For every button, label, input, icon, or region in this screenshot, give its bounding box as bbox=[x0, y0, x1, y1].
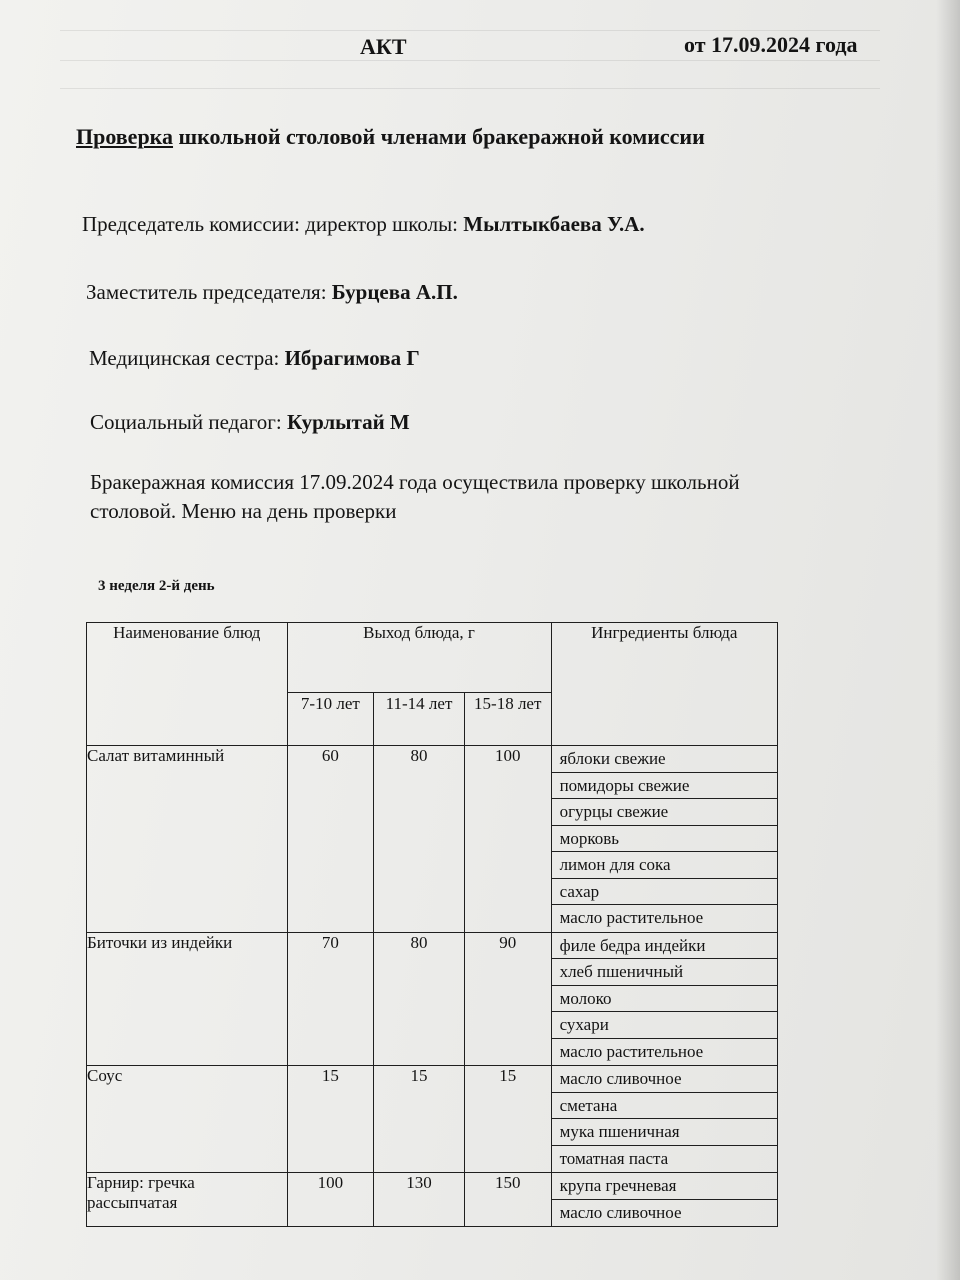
member-chairman bbox=[82, 212, 645, 237]
act-date: от 17.09.2024 года bbox=[684, 32, 858, 57]
portion-15-18: 15 bbox=[464, 1066, 551, 1173]
member-nurse bbox=[89, 346, 420, 371]
portion-11-14: 80 bbox=[374, 932, 465, 1066]
page-edge-shadow bbox=[936, 0, 960, 1280]
portion-15-18: 90 bbox=[464, 932, 551, 1066]
member-name: Бурцева А.П. bbox=[331, 280, 458, 304]
paragraph-line: столовой. Меню на день проверки bbox=[90, 499, 397, 523]
portion-7-10: 100 bbox=[287, 1173, 374, 1227]
ingredient-item: крупа гречневая bbox=[552, 1173, 777, 1200]
ingredient-item: хлеб пшеничный bbox=[552, 959, 777, 986]
portion-15-18: 100 bbox=[464, 746, 551, 933]
portion-7-10: 15 bbox=[287, 1066, 374, 1173]
ingredient-item: мука пшеничная bbox=[552, 1119, 777, 1146]
subject-underlined-word: Проверка bbox=[76, 124, 174, 149]
dish-name: Соус bbox=[87, 1066, 288, 1173]
ingredients-list bbox=[551, 932, 777, 1066]
portion-15-18: 150 bbox=[464, 1173, 551, 1227]
inspection-paragraph bbox=[90, 468, 830, 526]
ingredient-item: филе бедра индейки bbox=[552, 933, 777, 960]
ingredient-item: морковь bbox=[552, 826, 777, 853]
ingredient-item: томатная паста bbox=[559, 1148, 669, 1168]
header-age-7-10: 7-10 лет bbox=[287, 692, 374, 745]
table-row bbox=[87, 1066, 778, 1173]
member-deputy bbox=[86, 280, 458, 305]
portion-11-14: 130 bbox=[374, 1173, 465, 1227]
portion-7-10: 70 bbox=[287, 932, 374, 1066]
table-row bbox=[87, 1173, 778, 1227]
subject-text: школьной столовой членами бракеражной комиссии bbox=[178, 124, 705, 149]
member-name: Курлытай М bbox=[286, 410, 410, 434]
bleed-through-line bbox=[60, 30, 880, 31]
header-age-15-18: 15-18 лет bbox=[464, 692, 551, 745]
ingredients-list bbox=[551, 746, 777, 933]
bleed-through-line bbox=[60, 60, 880, 61]
ingredient-item: масло растительное bbox=[559, 908, 704, 927]
week-label: 3 неделя 2-й день bbox=[98, 578, 215, 594]
header-portion-output: Выход блюда, г bbox=[287, 623, 551, 693]
member-role: Заместитель председателя: bbox=[86, 280, 332, 304]
table-header-row bbox=[87, 623, 778, 693]
ingredient-item: масло растительное bbox=[559, 1041, 704, 1061]
ingredient-item: масло сливочное bbox=[559, 1202, 682, 1222]
dish-name: Гарнир: гречка рассыпчатая bbox=[87, 1173, 288, 1227]
ingredients-list bbox=[551, 1066, 777, 1173]
paragraph-line: Бракеражная комиссия 17.09.2024 года осуществила проверку школьной bbox=[90, 470, 740, 494]
ingredient-item: лимон для сока bbox=[552, 852, 777, 879]
dish-name: Салат витаминный bbox=[87, 746, 288, 933]
act-subject bbox=[76, 124, 705, 150]
act-title: АКТ bbox=[360, 34, 407, 59]
member-name: Мылтыкбаева У.А. bbox=[463, 212, 645, 236]
ingredient-item: помидоры свежие bbox=[552, 773, 777, 800]
ingredient-item: масло сливочное bbox=[552, 1066, 777, 1093]
menu-table bbox=[86, 622, 778, 1227]
ingredient-item: молоко bbox=[552, 986, 777, 1013]
header-age-11-14: 11-14 лет bbox=[374, 692, 465, 745]
portion-11-14: 80 bbox=[374, 746, 465, 933]
member-role: Медицинская сестра: bbox=[89, 346, 285, 370]
member-social-pedagogue bbox=[90, 410, 410, 435]
member-role: Председатель комиссии: директор школы: bbox=[82, 212, 464, 236]
ingredient-item: сухари bbox=[552, 1012, 777, 1039]
ingredient-item: сметана bbox=[552, 1093, 777, 1120]
header-ingredients: Ингредиенты блюда bbox=[551, 623, 777, 746]
ingredient-item: яблоки свежие bbox=[552, 746, 777, 773]
table-row bbox=[87, 932, 778, 1066]
header-dish-name: Наименование блюд bbox=[87, 623, 288, 746]
member-name: Ибрагимова Г bbox=[284, 346, 420, 370]
table-row bbox=[87, 746, 778, 933]
ingredient-item: огурцы свежие bbox=[552, 799, 777, 826]
portion-11-14: 15 bbox=[374, 1066, 465, 1173]
ingredients-list bbox=[551, 1173, 777, 1227]
member-role: Социальный педагог: bbox=[90, 410, 287, 434]
portion-7-10: 60 bbox=[287, 746, 374, 933]
dish-name: Биточки из индейки bbox=[87, 932, 288, 1066]
ingredient-item: сахар bbox=[552, 879, 777, 906]
bleed-through-line bbox=[60, 88, 880, 89]
